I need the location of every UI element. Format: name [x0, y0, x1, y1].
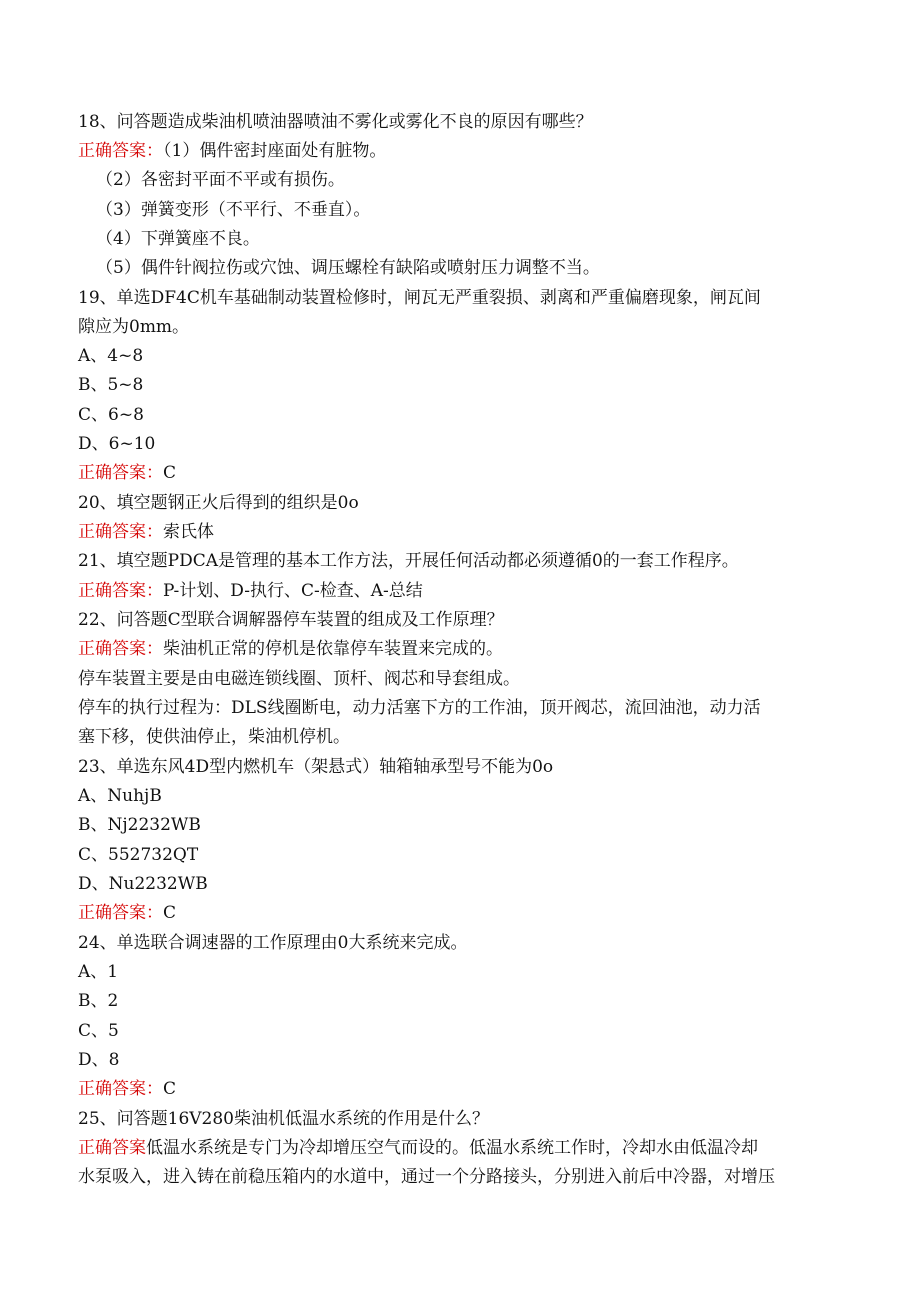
answer-18-line-2: （2）各密封平面不平或有损伤。	[96, 170, 345, 190]
option-19-d: D、6~10	[78, 434, 156, 454]
question-19-line-2: 隙应为0mm。	[78, 317, 190, 337]
answer-22-line-2: 停车装置主要是由电磁连锁线圈、顶杆、阀芯和导套组成。	[78, 669, 520, 689]
option-24-d: D、8	[78, 1050, 120, 1070]
question-23: 23、单选东风4D型内燃机车（架悬式）轴箱轴承型号不能为0o	[78, 757, 554, 777]
answer-22-line-1: 正确答案：柴油机正常的停机是依靠停车装置来完成的。	[78, 639, 503, 659]
answer-label-short: 正确答案	[78, 1138, 146, 1158]
answer-18-line-5: （5）偶件针阀拉伤或穴蚀、调压螺栓有缺陷或喷射压力调整不当。	[96, 258, 600, 278]
question-21: 21、填空题PDCA是管理的基本工作方法，开展任何活动都必须遵循0的一套工作程序。	[78, 551, 739, 571]
answer-label: 正确答案：	[78, 581, 163, 601]
question-22: 22、问答题C型联合调解器停车装置的组成及工作原理？	[78, 610, 504, 630]
option-24-b: B、2	[78, 991, 119, 1011]
answer-label: 正确答案：	[78, 141, 163, 161]
answer-18-line-3: （3）弹簧变形（不平行、不垂直）。	[96, 200, 371, 220]
option-23-c: C、552732QT	[78, 845, 199, 865]
option-23-a: A、NuhjB	[78, 786, 162, 806]
answer-18-line-4: （4）下弹簧座不良。	[96, 229, 260, 249]
answer-20: 正确答案：索氏体	[78, 522, 214, 542]
answer-24: 正确答案：C	[78, 1079, 177, 1099]
answer-21: 正确答案：P-计划、D-执行、C-检查、A-总结	[78, 581, 423, 601]
answer-label: 正确答案：	[78, 639, 163, 659]
answer-23: 正确答案：C	[78, 903, 177, 923]
answer-19: 正确答案：C	[78, 463, 177, 483]
answer-18-line-1: 正确答案：（1）偶件密封座面处有脏物。	[78, 141, 387, 161]
option-23-b: B、Nj2232WB	[78, 815, 201, 835]
option-19-c: C、6~8	[78, 405, 144, 425]
answer-22-line-4: 塞下移，使供油停止，柴油机停机。	[78, 727, 350, 747]
option-24-c: C、5	[78, 1021, 119, 1041]
question-24: 24、单选联合调速器的工作原理由0大系统来完成。	[78, 933, 468, 953]
answer-25-line-1: 正确答案低温水系统是专门为冷却增压空气而设的。低温水系统工作时，冷却水由低温冷却	[78, 1138, 758, 1158]
option-19-b: B、5~8	[78, 375, 144, 395]
answer-label: 正确答案：	[78, 522, 163, 542]
answer-25-line-2: 水泵吸入，进入铸在前稳压箱内的水道中，通过一个分路接头，分别进入前后中冷器，对增压	[78, 1167, 775, 1187]
question-19-line-1: 19、单选DF4C机车基础制动装置检修时，闸瓦无严重裂损、剥离和严重偏磨现象，闸瓦间	[78, 288, 761, 308]
option-19-a: A、4~8	[78, 346, 144, 366]
answer-label: 正确答案：	[78, 1079, 163, 1099]
answer-label: 正确答案：	[78, 903, 163, 923]
answer-label: 正确答案：	[78, 463, 163, 483]
option-24-a: A、1	[78, 962, 119, 982]
question-18: 18、问答题造成柴油机喷油器喷油不雾化或雾化不良的原因有哪些？	[78, 112, 593, 132]
question-20: 20、填空题钢正火后得到的组织是0o	[78, 493, 359, 513]
question-25: 25、问答题16V280柴油机低温水系统的作用是什么？	[78, 1109, 489, 1129]
answer-22-line-3: 停车的执行过程为：DLS线圈断电，动力活塞下方的工作油，顶开阀芯，流回油池，动力活	[78, 698, 761, 718]
option-23-d: D、Nu2232WB	[78, 874, 208, 894]
